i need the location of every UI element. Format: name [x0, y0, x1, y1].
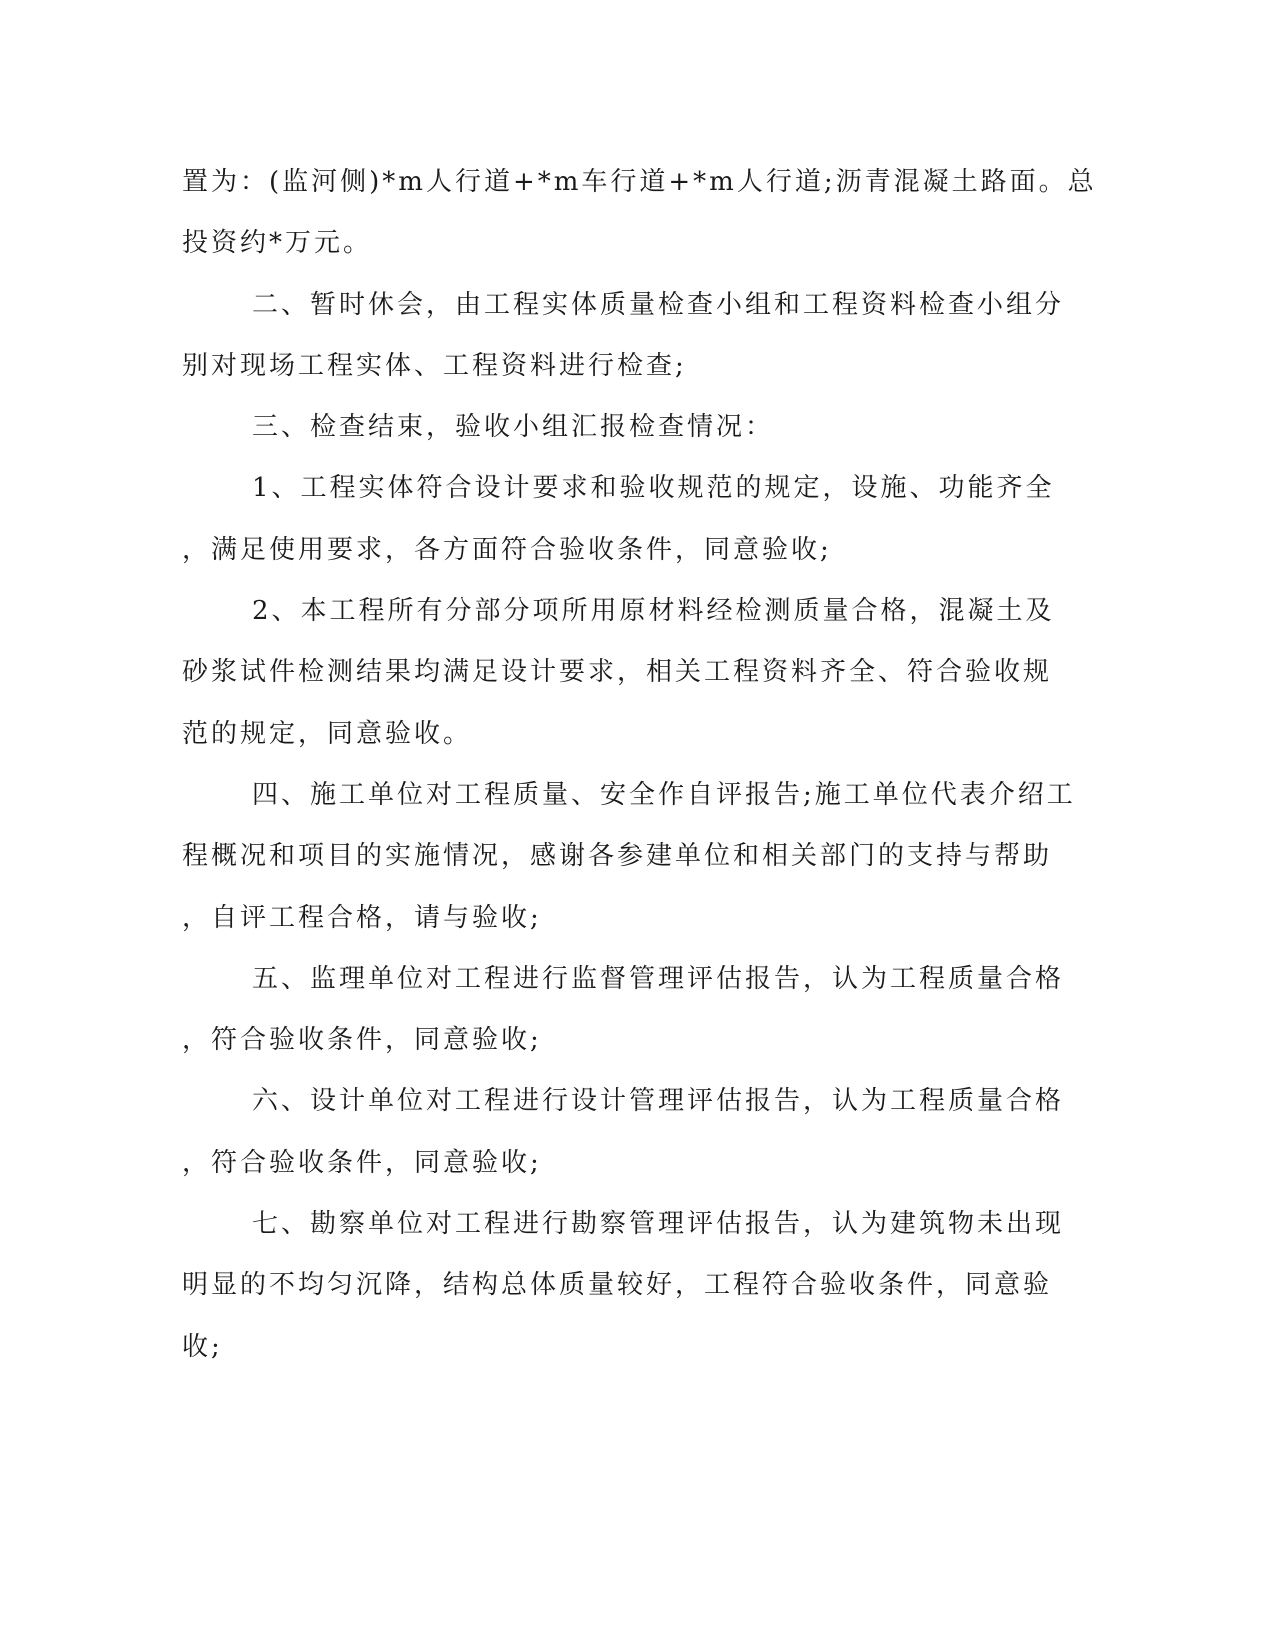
text-line: 2、本工程所有分部分项所用原材料经检测质量合格，混凝土及: [252, 596, 1055, 627]
text-line: 别对现场工程实体、工程资料进行检查;: [182, 350, 687, 381]
text-line: ，满足使用要求，各方面符合验收条件，同意验收;: [182, 534, 832, 565]
text-line: ，自评工程合格，请与验收;: [182, 902, 542, 933]
text-line: 1、工程实体符合设计要求和验收规范的规定，设施、功能齐全: [252, 473, 1055, 504]
document-body: [182, 152, 1097, 1378]
text-line: 投资约*万元。: [182, 228, 373, 259]
text-line: 收;: [182, 1331, 223, 1362]
text-line: 二、暂时休会，由工程实体质量检查小组和工程资料检查小组分: [252, 289, 1065, 320]
text-line: 六、设计单位对工程进行设计管理评估报告，认为工程质量合格: [252, 1086, 1065, 1117]
text-line: 范的规定，同意验收。: [182, 718, 473, 749]
text-line: 七、勘察单位对工程进行勘察管理评估报告，认为建筑物未出现: [252, 1209, 1065, 1240]
text-line: 明显的不均匀沉降，结构总体质量较好，工程符合验收条件，同意验: [182, 1270, 1053, 1301]
text-line: 四、施工单位对工程质量、安全作自评报告;施工单位代表介绍工: [252, 779, 1076, 810]
text-line: 程概况和项目的实施情况，感谢各参建单位和相关部门的支持与帮助: [182, 841, 1053, 872]
text-line: 置为：(监河侧)*m人行道+*m车行道+*m人行道;沥青混凝土路面。总: [182, 167, 1097, 197]
text-line: ，符合验收条件，同意验收;: [182, 1147, 542, 1178]
text-line: ，符合验收条件，同意验收;: [182, 1025, 542, 1056]
text-line: 五、监理单位对工程进行监督管理评估报告，认为工程质量合格: [252, 963, 1065, 994]
text-line: 三、检查结束，验收小组汇报检查情况：: [252, 412, 775, 443]
text-line: 砂浆试件检测结果均满足设计要求，相关工程资料齐全、符合验收规: [182, 657, 1053, 688]
